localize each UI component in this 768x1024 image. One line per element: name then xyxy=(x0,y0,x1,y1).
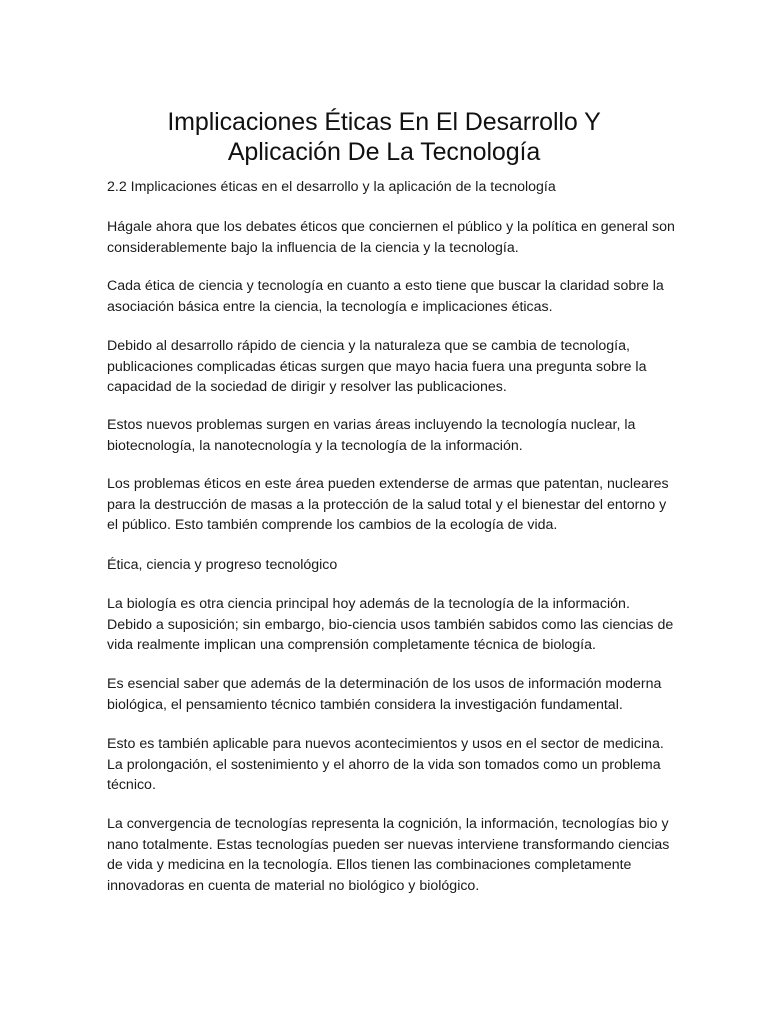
paragraph xyxy=(107,594,674,656)
text-line: Hágale ahora que los debates éticos que conciernen el público y la política en general son xyxy=(107,219,675,235)
text-line: Debido a suposición; sin embargo, bio-ciencia usos también sabidos como las ciencias de xyxy=(107,616,674,633)
paragraph xyxy=(107,336,667,398)
text-line: Estos nuevos problemas surgen en varias áreas incluyendo la tecnología nuclear, la xyxy=(107,417,636,433)
paragraph xyxy=(107,674,667,715)
title-line: Implicaciones Éticas En El Desarrollo Y xyxy=(167,108,601,136)
paragraph xyxy=(107,814,670,896)
text-line: asociación básica entre la ciencia, la tecnología e implicaciones éticas. xyxy=(107,298,553,315)
paragraph xyxy=(107,734,667,796)
text-line: La biología es otra ciencia principal hoy además de la tecnología de la información. xyxy=(107,596,630,612)
text-line: el público. Esto también comprende los cambios de la ecología de vida. xyxy=(107,517,558,533)
paragraph xyxy=(107,474,667,536)
text-line: biotecnología, la nanotecnología y la tecnología de la información. xyxy=(107,437,523,454)
section-heading xyxy=(107,555,667,576)
text-line: La convergencia de tecnologías representa la cognición, la información, tecnologías bio y xyxy=(107,816,669,832)
paragraph xyxy=(107,415,667,456)
text-line: publicaciones complicadas éticas surgen que mayo hacia fuera una pregunta sobre la xyxy=(107,358,647,375)
text-line: vida realmente implican una comprensión completamente técnica de biología. xyxy=(107,637,596,653)
text-line: de vida y medicina en la tecnología. Ellos tienen las combinaciones completamente xyxy=(107,857,632,873)
text-line: Esto es también aplicable para nuevos acontecimientos y usos en el sector de medicina. xyxy=(107,736,664,752)
text-line: Es esencial saber que además de la determinación de los usos de información moderna xyxy=(107,676,662,692)
text-line: para la destrucción de masas a la protección de la salud total y el bienestar del entorno y xyxy=(107,496,667,513)
text-line: La prolongación, el sostenimiento y el ahorro de la vida son tomados como un problema xyxy=(107,756,661,773)
text-line: 2.2 Implicaciones éticas en el desarrollo y la aplicación de la tecnología xyxy=(107,179,556,195)
text-line: nano totalmente. Estas tecnologías pueden ser nuevas interviene transformando ciencias xyxy=(107,836,670,853)
text-line: considerablemente bajo la influencia de la ciencia y la tecnología. xyxy=(107,239,519,256)
text-line: Los problemas éticos en este área pueden extenderse de armas que patentan, nucleares xyxy=(107,476,669,492)
text-line: biológica, el pensamiento técnico también considera la investigación fundamental. xyxy=(107,696,623,713)
text-line: técnico. xyxy=(107,777,156,793)
section-heading xyxy=(107,177,667,198)
text-line: Ética, ciencia y progreso tecnológico xyxy=(107,557,338,573)
paragraph xyxy=(107,217,675,258)
text-line: Debido al desarrollo rápido de ciencia y la naturaleza que se cambia de tecnología, xyxy=(107,338,630,354)
paragraph xyxy=(107,276,667,317)
text-line: innovadoras en cuenta de material no biológico y biológico. xyxy=(107,877,480,894)
document-title xyxy=(80,107,688,167)
text-line: capacidad de la sociedad de dirigir y resolver las publicaciones. xyxy=(107,379,507,395)
title-line: Aplicación De La Tecnología xyxy=(227,138,541,166)
text-line: Cada ética de ciencia y tecnología en cuanto a esto tiene que buscar la claridad sobre la xyxy=(107,278,664,294)
